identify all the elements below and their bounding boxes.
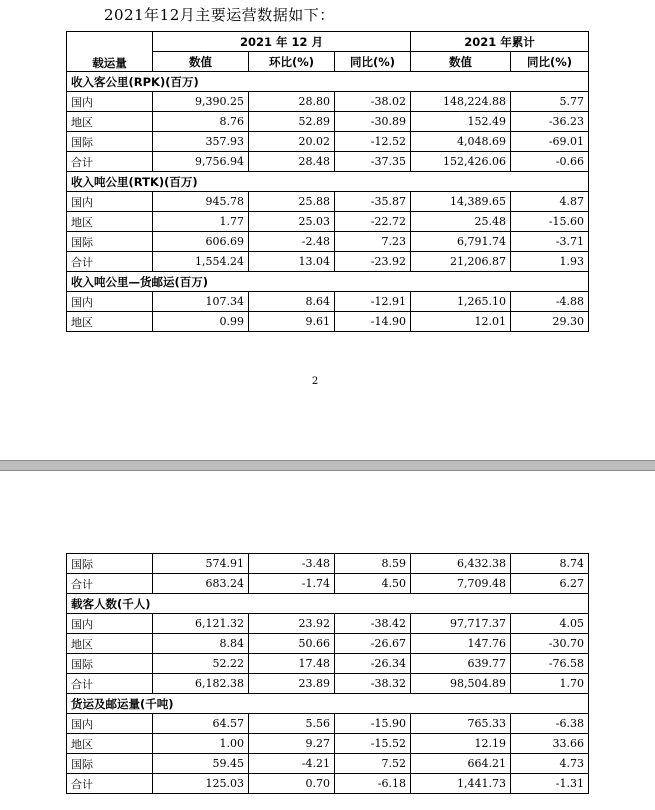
table-row: [67, 774, 589, 794]
cell-month-value: 1,554.24: [153, 252, 249, 272]
cell-month-value: 8.76: [153, 112, 249, 132]
section-title: 收入吨公里(RTK)(百万): [67, 172, 589, 192]
cell-ytd-yoy: -30.70: [511, 634, 589, 654]
cell-month-mom: 9.27: [249, 734, 335, 754]
cell-month-mom: 17.48: [249, 654, 335, 674]
table-row: [67, 92, 589, 112]
cell-month-yoy: -6.18: [335, 774, 411, 794]
cell-ytd-value: 12.19: [411, 734, 511, 754]
cell-month-value: 9,756.94: [153, 152, 249, 172]
row-label: 合计: [67, 674, 153, 694]
header-mom: 环比(%): [249, 52, 335, 72]
page-break-divider: [0, 460, 655, 471]
table-row: [67, 614, 589, 634]
cell-month-mom: 25.88: [249, 192, 335, 212]
table-row: [67, 754, 589, 774]
cell-ytd-yoy: 4.73: [511, 754, 589, 774]
cell-ytd-value: 765.33: [411, 714, 511, 734]
cell-ytd-value: 152,426.06: [411, 152, 511, 172]
cell-ytd-value: 1,441.73: [411, 774, 511, 794]
table-row: [67, 654, 589, 674]
table-row: [67, 252, 589, 272]
row-label: 合计: [67, 574, 153, 594]
row-label: 国际: [67, 232, 153, 252]
cell-month-mom: 5.56: [249, 714, 335, 734]
cell-month-value: 8.84: [153, 634, 249, 654]
cell-ytd-value: 639.77: [411, 654, 511, 674]
cell-ytd-yoy: 1.70: [511, 674, 589, 694]
cell-month-mom: -4.21: [249, 754, 335, 774]
table-row: [67, 734, 589, 754]
cell-month-value: 6,182.38: [153, 674, 249, 694]
cell-month-mom: -2.48: [249, 232, 335, 252]
cell-month-mom: -1.74: [249, 574, 335, 594]
cell-ytd-value: 1,265.10: [411, 292, 511, 312]
table-row: [67, 132, 589, 152]
section-title: 载客人数(千人): [67, 594, 589, 614]
cell-month-yoy: -22.72: [335, 212, 411, 232]
cell-ytd-yoy: -69.01: [511, 132, 589, 152]
cell-month-yoy: -38.32: [335, 674, 411, 694]
cell-month-yoy: 7.23: [335, 232, 411, 252]
cell-ytd-value: 152.49: [411, 112, 511, 132]
cell-ytd-yoy: 5.77: [511, 92, 589, 112]
cell-month-value: 1.00: [153, 734, 249, 754]
header-ytd-group: 2021 年累计: [411, 32, 589, 52]
cell-month-yoy: -26.34: [335, 654, 411, 674]
cell-month-yoy: -23.92: [335, 252, 411, 272]
row-label: 地区: [67, 212, 153, 232]
section-title: 收入客公里(RPK)(百万): [67, 72, 589, 92]
cell-ytd-yoy: -36.23: [511, 112, 589, 132]
row-label: 地区: [67, 312, 153, 332]
cell-ytd-yoy: 6.27: [511, 574, 589, 594]
cell-month-yoy: -15.52: [335, 734, 411, 754]
cell-month-value: 6,121.32: [153, 614, 249, 634]
cell-ytd-yoy: 1.93: [511, 252, 589, 272]
cell-month-value: 107.34: [153, 292, 249, 312]
cell-ytd-yoy: -1.31: [511, 774, 589, 794]
table-row: [67, 312, 589, 332]
cell-month-value: 0.99: [153, 312, 249, 332]
cell-ytd-value: 6,432.38: [411, 554, 511, 574]
cell-ytd-value: 6,791.74: [411, 232, 511, 252]
section-title: 货运及邮运量(千吨): [67, 694, 589, 714]
cell-month-yoy: -26.67: [335, 634, 411, 654]
table-row: [67, 554, 589, 574]
header-metric: 载运量: [67, 32, 153, 72]
header-month-group: 2021 年 12 月: [153, 32, 411, 52]
cell-month-value: 683.24: [153, 574, 249, 594]
cell-month-value: 357.93: [153, 132, 249, 152]
cell-month-value: 64.57: [153, 714, 249, 734]
cell-month-value: 1.77: [153, 212, 249, 232]
cell-month-yoy: -30.89: [335, 112, 411, 132]
cell-month-mom: 8.64: [249, 292, 335, 312]
operating-data-table: [66, 31, 589, 332]
header-ytd-value: 数值: [411, 52, 511, 72]
section-header-row: [67, 594, 589, 614]
cell-ytd-yoy: 8.74: [511, 554, 589, 574]
cell-ytd-value: 98,504.89: [411, 674, 511, 694]
cell-month-mom: 0.70: [249, 774, 335, 794]
cell-ytd-value: 25.48: [411, 212, 511, 232]
cell-month-value: 945.78: [153, 192, 249, 212]
row-label: 国内: [67, 192, 153, 212]
cell-month-mom: 25.03: [249, 212, 335, 232]
cell-month-value: 574.91: [153, 554, 249, 574]
cell-ytd-yoy: 4.05: [511, 614, 589, 634]
cell-ytd-yoy: 33.66: [511, 734, 589, 754]
section-title: 收入吨公里—货邮运(百万): [67, 272, 589, 292]
cell-month-mom: 28.48: [249, 152, 335, 172]
row-label: 合计: [67, 774, 153, 794]
section-header-row: [67, 694, 589, 714]
header-value: 数值: [153, 52, 249, 72]
cell-month-yoy: -14.90: [335, 312, 411, 332]
cell-ytd-value: 147.76: [411, 634, 511, 654]
cell-ytd-value: 14,389.65: [411, 192, 511, 212]
cell-month-yoy: -15.90: [335, 714, 411, 734]
cell-ytd-yoy: -3.71: [511, 232, 589, 252]
row-label: 合计: [67, 152, 153, 172]
cell-month-mom: -3.48: [249, 554, 335, 574]
row-label: 国际: [67, 754, 153, 774]
row-label: 国际: [67, 132, 153, 152]
cell-month-yoy: -38.02: [335, 92, 411, 112]
row-label: 地区: [67, 112, 153, 132]
cell-month-mom: 20.02: [249, 132, 335, 152]
table-row: [67, 212, 589, 232]
table-row: [67, 192, 589, 212]
cell-month-value: 59.45: [153, 754, 249, 774]
cell-month-yoy: -12.91: [335, 292, 411, 312]
cell-month-yoy: 8.59: [335, 554, 411, 574]
page-number: 2: [311, 376, 319, 387]
cell-ytd-value: 664.21: [411, 754, 511, 774]
cell-ytd-value: 7,709.48: [411, 574, 511, 594]
row-label: 国内: [67, 92, 153, 112]
table-row: [67, 112, 589, 132]
header-group-row: [67, 32, 589, 52]
cell-month-mom: 50.66: [249, 634, 335, 654]
row-label: 合计: [67, 252, 153, 272]
row-label: 国内: [67, 714, 153, 734]
cell-month-value: 9,390.25: [153, 92, 249, 112]
cell-ytd-value: 12.01: [411, 312, 511, 332]
table-row: [67, 292, 589, 312]
row-label: 国内: [67, 614, 153, 634]
cell-month-mom: 9.61: [249, 312, 335, 332]
header-yoy: 同比(%): [335, 52, 411, 72]
cell-month-yoy: -12.52: [335, 132, 411, 152]
section-header-row: [67, 72, 589, 92]
cell-month-value: 52.22: [153, 654, 249, 674]
intro-text: 2021年12月主要运营数据如下：: [104, 6, 335, 24]
cell-ytd-yoy: 29.30: [511, 312, 589, 332]
table-row: [67, 634, 589, 654]
table-row: [67, 674, 589, 694]
row-label: 国际: [67, 554, 153, 574]
cell-ytd-value: 21,206.87: [411, 252, 511, 272]
cell-month-mom: 28.80: [249, 92, 335, 112]
table-row: [67, 714, 589, 734]
cell-ytd-value: 148,224.88: [411, 92, 511, 112]
cell-ytd-yoy: -4.88: [511, 292, 589, 312]
cell-month-yoy: -35.87: [335, 192, 411, 212]
cell-ytd-value: 4,048.69: [411, 132, 511, 152]
cell-month-mom: 23.89: [249, 674, 335, 694]
cell-ytd-yoy: -6.38: [511, 714, 589, 734]
row-label: 地区: [67, 734, 153, 754]
cell-month-mom: 23.92: [249, 614, 335, 634]
cell-month-yoy: 4.50: [335, 574, 411, 594]
cell-month-yoy: -37.35: [335, 152, 411, 172]
cell-ytd-yoy: -76.58: [511, 654, 589, 674]
cell-month-mom: 52.89: [249, 112, 335, 132]
row-label: 国内: [67, 292, 153, 312]
cell-month-yoy: -38.42: [335, 614, 411, 634]
cell-month-yoy: 7.52: [335, 754, 411, 774]
cell-month-value: 606.69: [153, 232, 249, 252]
header-ytd-yoy: 同比(%): [511, 52, 589, 72]
cell-ytd-yoy: 4.87: [511, 192, 589, 212]
cell-month-mom: 13.04: [249, 252, 335, 272]
table-row: [67, 232, 589, 252]
cell-ytd-yoy: -0.66: [511, 152, 589, 172]
cell-ytd-yoy: -15.60: [511, 212, 589, 232]
row-label: 地区: [67, 634, 153, 654]
table-row: [67, 574, 589, 594]
cell-month-value: 125.03: [153, 774, 249, 794]
section-header-row: [67, 272, 589, 292]
operating-data-table-continued: [66, 553, 589, 794]
section-header-row: [67, 172, 589, 192]
cell-ytd-value: 97,717.37: [411, 614, 511, 634]
table-row: [67, 152, 589, 172]
row-label: 国际: [67, 654, 153, 674]
